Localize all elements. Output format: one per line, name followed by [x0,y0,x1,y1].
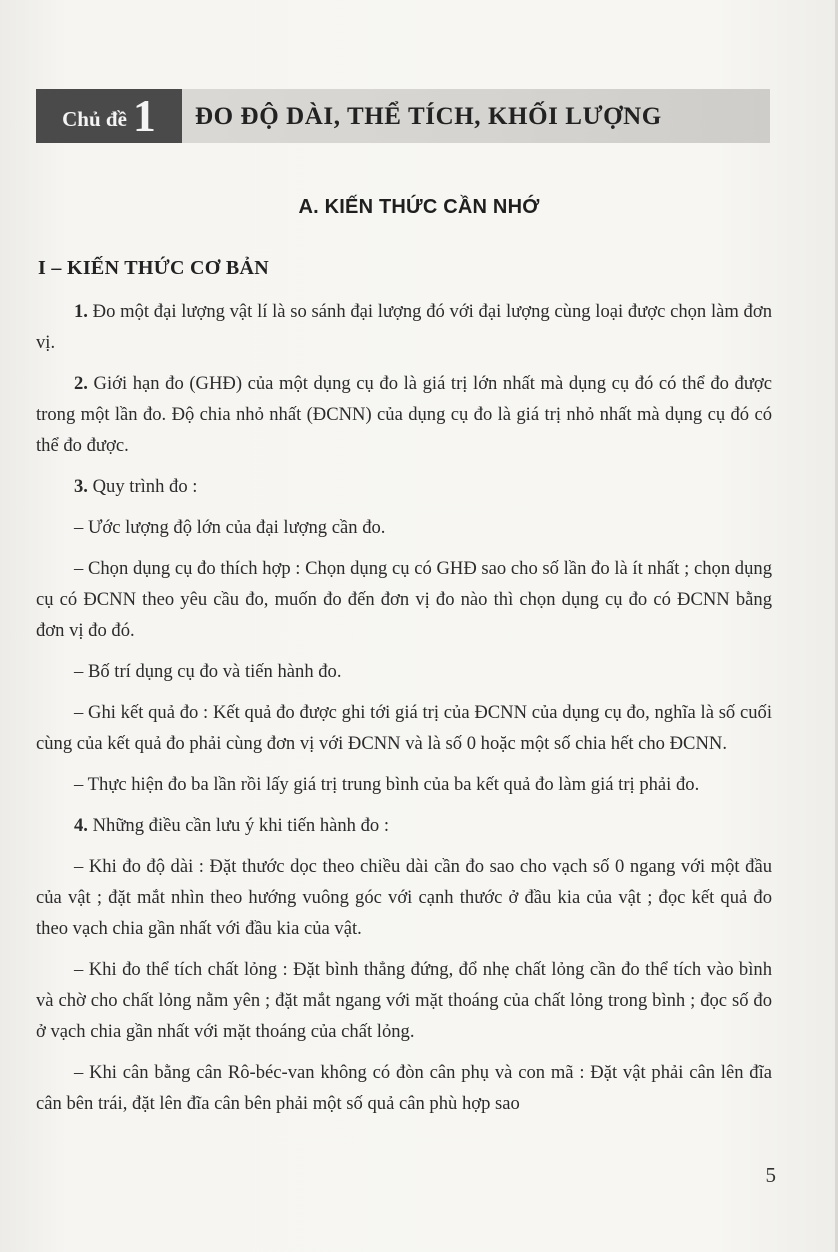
chapter-title: ĐO ĐỘ DÀI, THỂ TÍCH, KHỐI LƯỢNG [195,103,662,130]
paragraph [36,656,772,687]
paragraph-text: – Ghi kết quả đo : Kết quả đo được ghi tới giá trị của ĐCNN của dụng cụ đo, nghĩa là số cuối cùng của kết quả đo phải cùng đơn vị với ĐCNN và là số 0 hoặc một số chia hết cho ĐCNN. [36,702,772,754]
paragraph [36,368,772,461]
chapter-label: Chủ đề [62,106,127,131]
paragraph [36,471,772,502]
item-number: 3. [74,476,88,497]
page-number: 5 [765,1163,776,1187]
chapter-number: 1 [132,90,156,141]
item-number: 4. [74,815,88,836]
paragraph-text: – Ước lượng độ lớn của đại lượng cần đo. [74,517,386,538]
paragraph [36,851,772,944]
paragraph-text: Những điều cần lưu ý khi tiến hành đo : [87,815,390,836]
paragraph-text: – Bố trí dụng cụ đo và tiến hành đo. [74,661,342,682]
paragraph-text: – Khi cân bằng cân Rô-béc-van không có đòn cân phụ và con mã : Đặt vật phải cân lên đĩa cân bên trái, đặt lên đĩa cân bên phải một số quả cân phù hợp sao [36,1062,772,1114]
item-number: 2. [74,373,88,394]
section-title: A. KIẾN THỨC CẦN NHỚ [298,196,540,218]
paragraph [36,296,772,358]
item-number: 1. [74,301,88,322]
paragraph-text: Quy trình đo : [87,476,198,497]
paragraph [36,810,772,841]
paragraph-text: – Khi đo độ dài : Đặt thước dọc theo chiều dài cần đo sao cho vạch số 0 ngang với một đầu của vật ; đặt mắt nhìn theo hướng vuông góc với cạnh thước ở đầu kia của vật ; đọc kết quả đo theo vạch chia gần nhất với đầu kia của vật. [36,856,772,939]
paragraph [36,769,772,800]
paragraph-text: Giới hạn đo (GHĐ) của một dụng cụ đo là giá trị lớn nhất mà dụng cụ đó có thể đo được trong một lần đo. Độ chia nhỏ nhất (ĐCNN) của dụng cụ đo là giá trị nhỏ nhất mà dụng cụ đó có thể đo được. [36,373,772,456]
paragraph [36,553,772,646]
body-text [36,296,772,1129]
paragraph-text: – Chọn dụng cụ đo thích hợp : Chọn dụng cụ có GHĐ sao cho số lần đo là ít nhất ; chọn dụng cụ có ĐCNN theo yêu cầu đo, muốn đo đến đơn vị đo nào thì chọn dụng cụ đo có ĐCNN bằng đơn vị đo đó. [36,558,772,641]
paragraph-text: – Thực hiện đo ba lần rồi lấy giá trị trung bình của ba kết quả đo làm giá trị phải đo. [74,774,700,795]
paragraph-text: Đo một đại lượng vật lí là so sánh đại lượng đó với đại lượng cùng loại được chọn làm đơn vị. [36,301,772,353]
subsection-title: I – KIẾN THỨC CƠ BẢN [38,257,270,279]
paragraph [36,954,772,1047]
paragraph [36,1057,772,1119]
paragraph-text: – Khi đo thể tích chất lỏng : Đặt bình thẳng đứng, đổ nhẹ chất lỏng cần đo thể tích vào bình và chờ cho chất lỏng nằm yên ; đặt mắt ngang với mặt thoáng của chất lỏng trong bình ; đọc số đo ở vạch chia gần nhất với mặt thoáng của chất lỏng. [36,959,772,1042]
chapter-tag [36,89,182,143]
paragraph [36,512,772,543]
paragraph [36,697,772,759]
